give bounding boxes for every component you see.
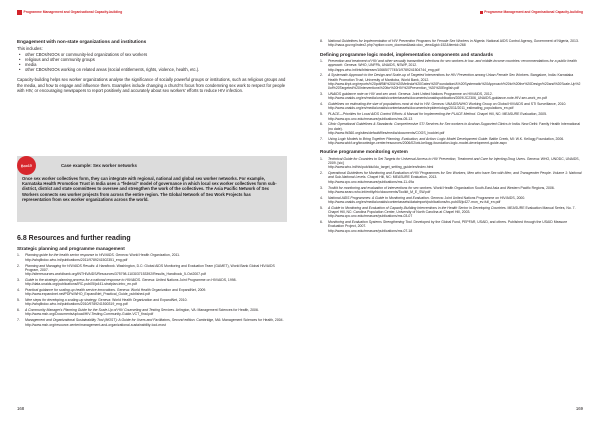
engagement-intro: This includes:: [17, 46, 43, 52]
list-item: • other CBOs/NGOs or community-led organizations of sex workers: [17, 52, 287, 57]
reference-details: Geneva: World Health Organization, 2011.: [114, 253, 181, 258]
reference-link[interactable]: http://www.unaids.org/en/media/unaids/contentassets/documents/unaidspublication/2009/JC2306_UNAIDS-guidance-note-HIV-sex-work_en.pdf: [328, 96, 547, 101]
right-running-header: [480, 10, 583, 14]
reference-item: [320, 206, 582, 219]
reference-number: 1.: [17, 253, 20, 258]
logic-model-reference-list: [320, 59, 582, 145]
header-square-icon: [17, 10, 22, 15]
reference-number: 2.: [320, 171, 323, 176]
reference-number: 5.: [17, 298, 20, 303]
reference-title: Management and Organizational Sustainability Tool (MOST): A Guide for Users and Facilitators, Second edition.: [25, 318, 196, 323]
reference-link[interactable]: http://www.cpc.unc.edu/measure/publications/ms-03-07: [328, 214, 413, 219]
strategic-reference-list: [17, 253, 287, 326]
reference-link[interactable]: http://data.unaids.org/publications/IRC-pub05/jc441-stratplan-intro_en.pdf: [25, 282, 137, 287]
reference-number: 5.: [320, 112, 323, 117]
reference-number: 3.: [17, 277, 20, 282]
reference-details: Geneva: WHO, UNFPA, UNAIDS, NSWP, 2012.: [343, 63, 418, 68]
reference-item: [320, 102, 582, 111]
reference-link[interactable]: http://whqlibdoc.who.int/publications/2010/9789241500319_eng.pdf: [25, 302, 128, 307]
reference-link[interactable]: http://www.cpc.unc.edu/measure/publications/ms-07-18: [328, 228, 413, 233]
reference-item: [17, 278, 287, 287]
reference-details: Cambridge, MA: Management Sciences for Health, 2004.: [195, 318, 284, 323]
engagement-section: [17, 39, 287, 93]
reference-number: 2.: [320, 73, 323, 78]
reference-number: 1.: [320, 156, 323, 161]
reference-details: Geneva: United Nations Joint Programme on HIV/AIDS, 1998.: [141, 277, 237, 282]
reference-link[interactable]: http://www.msh.org/resource-center/management-and-organizational-sustainability-tool-most: [25, 322, 166, 327]
reference-title: Guidelines on estimating the size of populations most at risk to HIV.: [328, 102, 431, 107]
reference-link[interactable]: http://www.who.int/hiv/pub/idu/idu_target_setting_guide/en/index.html: [328, 165, 434, 170]
reference-item: [320, 186, 582, 195]
reference-number: 6.: [17, 308, 20, 313]
reference-details: MEASURE Evaluation Manual Series, No. 7. Chapel Hill, NC: Carolina Population Center, University of North Carolina at Chapel Hill, 2003.: [328, 205, 576, 215]
reference-title: Clinic Operational Guidelines & Standards: Comprehensive STI Services for Sex workers in Avahan-Supported Clinics in India.: [328, 122, 521, 127]
reference-title: PLACE—Priorities for Local AIDS Control Efforts: A Manual for Implementing the PLACE Method.: [328, 112, 477, 117]
reference-title: UNAIDS guidance note on HIV and sex work.: [328, 92, 398, 97]
reference-number: 2.: [17, 263, 20, 268]
reference-title: A Guide to Monitoring and Evaluation of Capacity-Building Interventions in the Health Sector in Developing Countries.: [328, 205, 507, 210]
left-header-title: Programme Management and Organisational Capacity-building: [23, 10, 123, 15]
strategic-planning-heading: Strategic planning and programme management: [17, 246, 125, 251]
list-item: • media: [17, 62, 287, 67]
reference-number: 3.: [320, 185, 323, 190]
reference-title: Guide to the strategic planning process for a national response to HIV/AIDS.: [25, 277, 141, 282]
reference-link[interactable]: http://www.fhi360.org/sites/default/files/media/documents/COGS_booklet.pdf: [328, 130, 445, 135]
reference-item: [320, 112, 582, 121]
reference-title: A Systematic Approach to the Design and Scale-up of Targeted Interventions for HIV Prevention among Urban Female Sex Workers.: [328, 73, 530, 78]
reference-details: Geneva: UNAIDS/WHO Working Group on Global HIV/AIDS and STI Surveillance, 2010.: [430, 102, 567, 107]
reference-details: Bangalore, India: Karnataka Health Promotion Trust, University of Manitoba, World Bank, 2012.: [328, 73, 574, 82]
reference-item: [17, 318, 287, 327]
reference-item: [320, 59, 582, 72]
header-square-icon: [480, 11, 483, 14]
reference-list-continued: [320, 39, 582, 48]
reference-item: [320, 157, 582, 170]
reference-details: Washington, D.C: Global AIDS Monitoring and Evaluation Team (GAMET), World Bank Global HIV/AIDS Program, 2007.: [25, 263, 275, 272]
reference-item: [320, 122, 582, 135]
reference-details: Chapel Hill, NC: MEASURE Evaluation, 2013.: [366, 175, 438, 180]
reference-number: 6.: [320, 220, 323, 225]
reference-title: Monitoring and Evaluation Systems Strengthening Tool.: [328, 220, 413, 225]
reference-item: [17, 264, 287, 277]
right-page: [300, 0, 600, 424]
reference-number: 4.: [320, 195, 323, 200]
reference-title: Nine steps for developing a scaling-up strategy.: [25, 298, 98, 303]
reference-title: Prevention and treatment of HIV and other sexually transmitted infections for sex workers in low- and middle-income countries: recommendations for a public health approach.: [328, 59, 577, 68]
right-header-title: Programme Management and Organisational Capacity-building: [484, 10, 583, 14]
reference-details: Developed by the Global Fund, PEPFAR, USAID, and others. Published through the USAID Measure Evaluation Project, 2007.: [328, 220, 568, 229]
reference-details: Geneva: Joint United Nations Programme on HIV/AIDS, 2012.: [397, 92, 493, 97]
reference-title: Planning guide for the health sector response to HIV/AIDS.: [25, 253, 115, 258]
reference-link[interactable]: http://siteresources.worldbank.org/INTHIVAIDS/Resources/375798-1103037153392/Results_Handbook_5-Oct2007.pdf: [25, 272, 206, 277]
reference-item: [320, 196, 582, 205]
left-page-number: 168: [17, 406, 25, 411]
case-box-title: Case example: Sex worker networks: [61, 163, 137, 168]
reference-link[interactable]: http://www.wkkf.org/knowledge-center/resources/2006/02/wk-kellogg-foundation-logic-model-development-guide.aspx: [328, 141, 507, 146]
routine-monitoring-heading: Routine programme monitoring system: [320, 149, 408, 155]
reference-item: [320, 137, 582, 146]
reference-link[interactable]: http://www.khpt.org/reports%20pdf/Bill%20&%20Melinda%20Gates%20Foundation/A%20Systematic%20Approach%20to%20the%20Design%20and%20Scale-Up%20of%20Targeted%20Interventions%20for%20HIV%20Prevention_%20%20English.pdf: [328, 81, 581, 91]
reference-title: Practical guidance for scaling up health service innovations.: [25, 287, 116, 292]
reference-item: [320, 73, 582, 90]
reference-link[interactable]: http://www.cpc.unc.edu/measure/publications/ms-05-13: [328, 116, 413, 121]
engagement-bullet-list: [17, 52, 287, 73]
reference-item: [320, 171, 582, 184]
reference-number: 7.: [320, 136, 323, 141]
reference-title: Toolkit for monitoring and evaluation of interventions for sex workers.: [328, 185, 433, 190]
reference-details: Geneva: World Health Organization and ExpandNet, 2010.: [97, 298, 188, 303]
reference-number: 3.: [320, 92, 323, 97]
case-box-text: Once sex worker collectives form, they can integrate with regional, national and global sex worker networks. For example, Karnataka Health Promotion Trust in India uses a "federal" model of governance in which local sex worker collectives form sub-district, district and state committees to oversee and strengthen the work of the collectives. The Asia Pacific Network of Sex Workers connects sex worker projects from across the entire region. The Global Network of Sex Work Projects has representation from sex worker organizations across the world.: [22, 176, 277, 202]
reference-details: Arlington, VA: Management Sciences for Health, 2006.: [175, 308, 259, 313]
reference-details: Geneva: World Health Organization and ExpandNet, 2009.: [115, 287, 207, 292]
reference-link[interactable]: http://www.expandnet.net/PDFs/WHO_ExpandNet_Practical_Guide_published.pdf: [25, 292, 150, 297]
reference-link[interactable]: http://whqlibdoc.who.int/publications/2011/9789241502351_eng.pdf: [25, 257, 128, 262]
reference-number: 7.: [17, 318, 20, 323]
reference-title: National Guidelines for Implementation of HIV Prevention Programs for Female Sex Workers in Nigeria.: [328, 39, 486, 43]
reference-title: National AIDS Programmes: A Guide to Monitoring and Evaluation.: [328, 195, 430, 200]
reference-number: 8.: [320, 39, 323, 43]
reference-link[interactable]: http://naca.gov.ng/index2.php?option=com_docman&task=doc_view&gid=152&Itemid=268: [328, 43, 466, 48]
list-item: • other CBOs/NGOs working on related areas (social entitlements, rights, violence, health, etc.).: [17, 67, 287, 72]
reference-title: Operational Guidelines for Monitoring and Evaluation of HIV Programmes for Sex Workers, Men who have Sex with Men, and Transgender People. Volume 1: National and Sub-National Levels.: [328, 171, 582, 180]
reference-title: A Community Manager's Planning Guide for the Scale-Up of HIV Counseling and Testing Services.: [25, 308, 176, 313]
engagement-paragraph: Capacity-building helps sex worker organizations analyse the significance of socially powerful groups or institutions, such as religious groups and the media, and how to engage and influence them. Examples include changing a church's focus from condemning sex work to respect for people with HIV, or encouraging newspapers to report positively and accurately about sex workers' efforts to reduce HIV infection.: [17, 77, 286, 93]
right-page-number: 169: [575, 406, 583, 411]
reference-number: 1.: [320, 59, 323, 63]
reference-item: [17, 288, 287, 297]
reference-item: [17, 253, 287, 262]
reference-details: World Health Organization South-East Asia and Western Pacific Regions, 2006.: [432, 185, 555, 190]
reference-title: Using Logic Models to Bring Together Planning, Evaluation, and Action: Logic Model Development Guide.: [328, 136, 489, 141]
logic-model-heading: Defining programme logic model, implementation components and standards: [320, 51, 493, 57]
reference-link[interactable]: http://www.unaids.org/en/media/unaids/contentassets/documents/epidemiology/2011/2011_estimating_populations_en.pdf: [328, 106, 514, 111]
reference-details: Chapel Hill, NC: MEASURE Evaluation, 2005.: [476, 112, 547, 117]
reference-details: Battle Creek, MI: W.K. Kellogg Foundation, 2006.: [488, 136, 565, 141]
reference-item: [320, 39, 582, 48]
reference-details: National AIDS Control Agency, Government of Nigeria, 2013.: [485, 39, 579, 43]
reference-details: New Delhi: Family Health International (no date).: [328, 122, 581, 131]
case-example-box: [17, 156, 287, 222]
reference-title: Planning and Managing for HIV/AIDS Results: A Handbook.: [25, 263, 116, 268]
reference-link[interactable]: http://www.msh.org/Documents/upload/HIV-Testing-Community-Guide-VCT_final.pdf: [25, 312, 154, 317]
reference-link[interactable]: http://www.cpc.unc.edu/measure/publications/ms-11-49a: [328, 179, 414, 184]
reference-number: 4.: [17, 287, 20, 292]
reference-item: [17, 298, 287, 307]
reference-item: [320, 220, 582, 233]
resources-heading: 6.8 Resources and further reading: [17, 235, 131, 242]
monitoring-reference-list: [320, 157, 582, 233]
box-badge: Box10: [17, 156, 36, 175]
reference-number: 5.: [320, 205, 323, 210]
reference-link[interactable]: http://apps.who.int/iris/bitstream/10665/77745/1/9789241504744_eng.pdf: [328, 67, 440, 72]
reference-details: Geneva: Joint United Nations Programme on HIV/AIDS, 2000.: [429, 195, 526, 200]
list-item: • religious and other community groups: [17, 57, 287, 62]
left-running-header: [17, 10, 122, 15]
reference-link[interactable]: http://www.unaids.org/en/media/unaids/contentassets/dataimport/publications/irc-pub05/jc427-mon_ev-full_en.pdf: [328, 199, 501, 204]
reference-item: [320, 92, 582, 101]
reference-link[interactable]: http://www.searo.who.int/entity/hiv/documents/Toolkit_M_E_SW.pdf: [328, 189, 431, 194]
reference-number: 6.: [320, 122, 323, 127]
reference-item: [17, 308, 287, 317]
resources-section: [17, 235, 287, 328]
engagement-heading: Engagement with non-state organizations and institutions: [17, 39, 147, 44]
reference-title: Technical Guide for Countries to Set Targets for Universal Access to HIV Prevention, Treatment and Care for Injecting Drug Users.: [328, 156, 526, 161]
reference-number: 4.: [320, 102, 323, 107]
reference-details: Geneva: WHO, UNODC, UNAIDS, 2009. [sic]: [328, 156, 580, 166]
right-content: [320, 39, 582, 235]
